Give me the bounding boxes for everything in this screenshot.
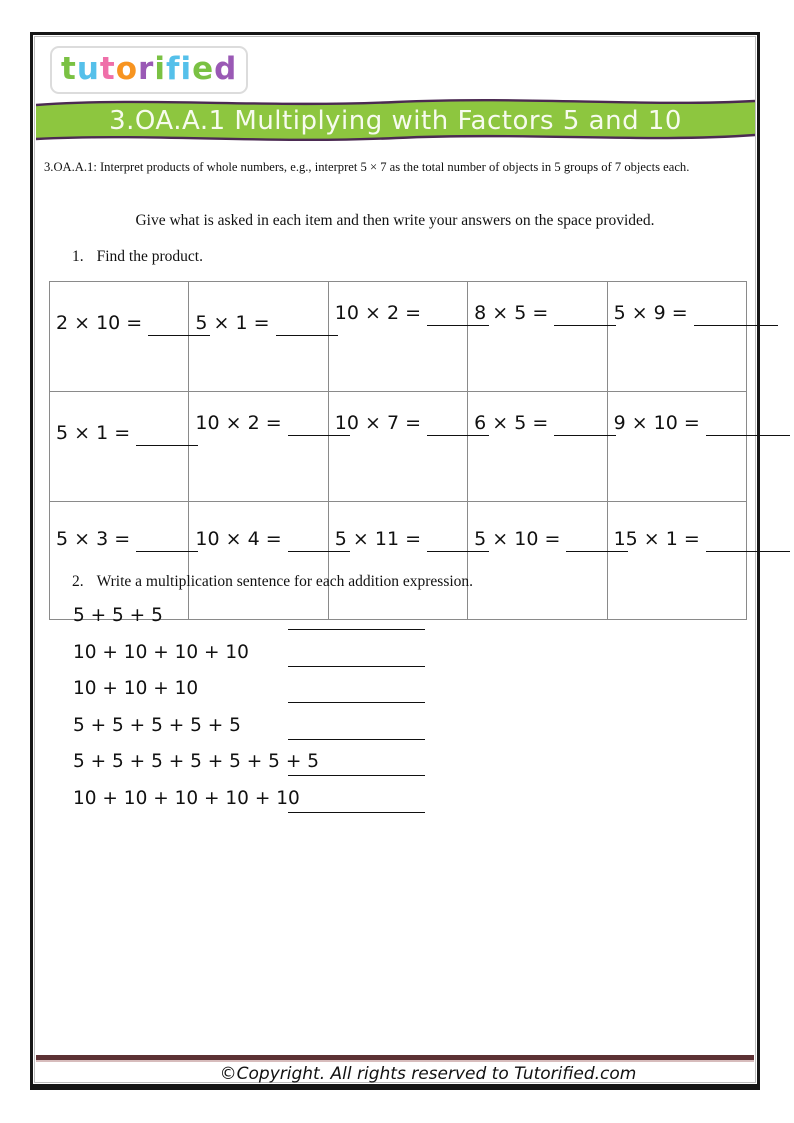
multiplication-problem: 10 × 2 = (334, 302, 422, 324)
addition-expression: 5 + 5 + 5 (73, 605, 163, 626)
table-row (50, 282, 747, 392)
addition-expression: 5 + 5 + 5 + 5 + 5 (73, 714, 241, 736)
table-cell (50, 282, 189, 392)
multiplication-problem: 5 × 3 = (56, 528, 131, 550)
answer-blank (288, 666, 425, 667)
worksheet-page (30, 32, 760, 1090)
answer-blank (136, 435, 198, 446)
instruction-text: Give what is asked in each item and then write your answers on the space provided. (135, 212, 655, 229)
multiplication-problem: 15 × 1 = (613, 528, 700, 550)
answer-blank (554, 425, 616, 436)
page-title: 3.OA.A.1 Multiplying with Factors 5 and 10 (109, 106, 682, 136)
list-item (73, 605, 503, 642)
section1-number: 1. (72, 248, 84, 265)
multiplication-problem: 5 × 9 = (613, 302, 688, 324)
table-cell (607, 502, 746, 620)
answer-blank (288, 775, 425, 776)
table-row (50, 392, 747, 502)
logo-letter: e (192, 51, 215, 87)
section2-title: Write a multiplication sentence for each addition expression. (96, 573, 474, 590)
logo-letter: u (76, 51, 100, 87)
tutorified-logo (50, 46, 248, 94)
multiplication-problem: 2 × 10 = (56, 312, 143, 334)
logo-letter: d (214, 51, 238, 87)
section2-number: 2. (72, 573, 84, 590)
logo-letter: f (165, 51, 181, 87)
multiplication-problem: 9 × 10 = (613, 412, 700, 434)
table-cell (189, 282, 328, 392)
answer-blank (288, 739, 425, 740)
table-cell (189, 392, 328, 502)
table-cell (468, 392, 607, 502)
answer-blank (706, 425, 790, 436)
section1-header (72, 248, 203, 266)
addition-expression: 10 + 10 + 10 + 10 + 10 (73, 787, 300, 809)
list-item (73, 715, 503, 752)
addition-expression: 10 + 10 + 10 + 10 (73, 641, 249, 663)
answer-blank (554, 315, 616, 326)
logo-letter: i (180, 51, 193, 87)
addition-expression-list (73, 605, 503, 825)
answer-blank (276, 325, 338, 336)
multiplication-problem: 8 × 5 = (474, 302, 549, 324)
multiplication-problem: 5 × 1 = (195, 312, 270, 334)
table-cell (328, 282, 467, 392)
table-cell (328, 392, 467, 502)
section2-header (72, 573, 473, 591)
list-item (73, 788, 503, 825)
table-cell (328, 502, 467, 620)
list-item (73, 751, 503, 788)
footer-divider-bar (36, 1055, 754, 1062)
multiplication-problem: 5 × 1 = (56, 422, 131, 444)
table-cell (607, 282, 746, 392)
answer-blank (694, 315, 778, 326)
table-cell (468, 282, 607, 392)
table-cell (468, 502, 607, 620)
logo-letter: i (154, 51, 166, 87)
logo-letter: t (99, 51, 116, 87)
title-banner (36, 93, 755, 147)
logo-letter: o (115, 51, 139, 87)
multiplication-problem: 6 × 5 = (474, 412, 549, 434)
table-cell (50, 392, 189, 502)
answer-blank (288, 812, 425, 813)
table-cell (189, 502, 328, 620)
table-row (50, 502, 747, 620)
multiplication-problem: 5 × 10 = (474, 528, 561, 550)
logo-letter: r (138, 51, 155, 87)
table-cell (607, 392, 746, 502)
multiplication-problem: 5 × 11 = (334, 528, 422, 550)
standard-description: 3.OA.A.1: Interpret products of whole numbers, e.g., interpret 5 × 7 as the total number of objects in 5 groups of 7 objects each. (44, 160, 690, 174)
multiplication-problem: 10 × 2 = (195, 412, 282, 434)
table-cell (50, 502, 189, 620)
section1-title: Find the product. (96, 248, 203, 265)
multiplication-problem: 10 × 4 = (195, 528, 282, 550)
answer-blank (288, 629, 425, 630)
answer-blank (288, 702, 425, 703)
addition-expression: 10 + 10 + 10 (73, 678, 199, 700)
list-item (73, 642, 503, 679)
products-table (49, 281, 747, 620)
logo-letter: t (61, 51, 77, 87)
list-item (73, 678, 503, 715)
addition-expression: 5 + 5 + 5 + 5 + 5 + 5 + 5 (73, 751, 319, 773)
answer-blank (136, 541, 198, 552)
copyright-text: ©Copyright. All rights reserved to Tutorified.com (219, 1064, 637, 1084)
multiplication-problem: 10 × 7 = (334, 412, 422, 434)
answer-blank (706, 541, 790, 552)
